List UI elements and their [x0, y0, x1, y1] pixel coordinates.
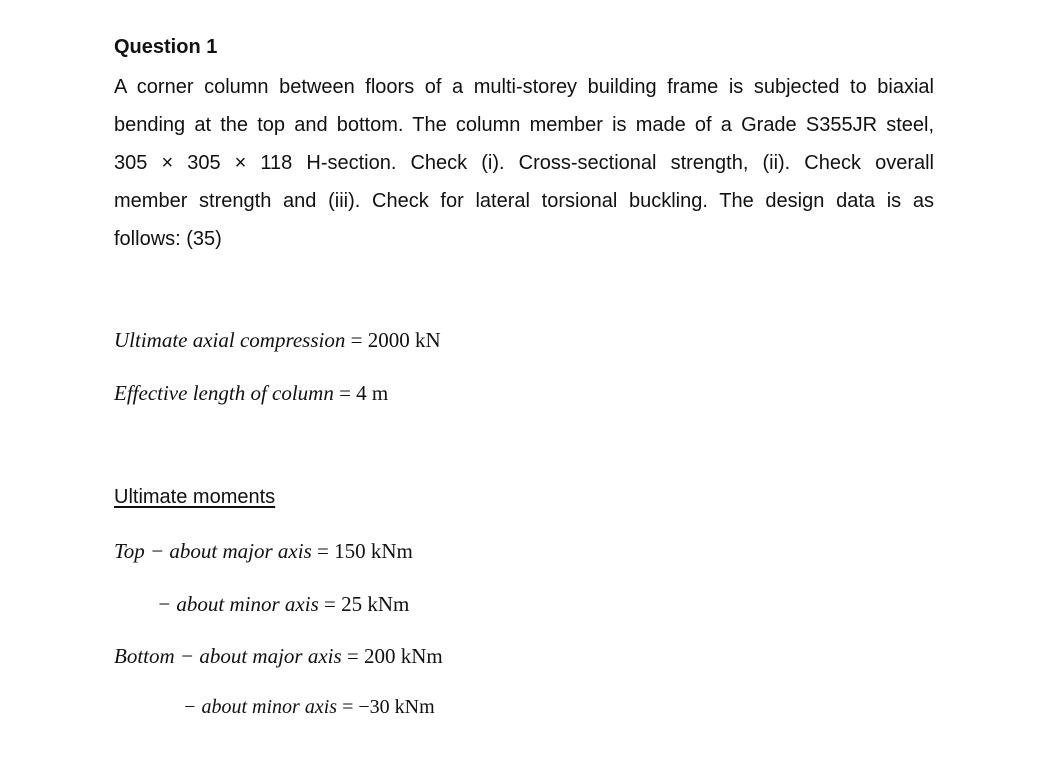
- body-line-2: bending at the top and bottom. The column member is made of a Grade S355JR steel,: [114, 114, 934, 136]
- effective-length-label: Effective length of column: [114, 381, 334, 405]
- top-minor-moment-equation: [157, 592, 409, 617]
- body-line-4: member strength and (iii). Check for lateral torsional buckling. The design data is as: [114, 190, 934, 212]
- body-line-5: follows: (35): [114, 228, 222, 250]
- bottom-minor-value: = −30 kNm: [342, 696, 435, 718]
- axial-compression-label: Ultimate axial compression: [114, 328, 346, 352]
- bottom-major-moment-equation: [114, 644, 443, 669]
- top-minor-label: − about minor axis: [157, 592, 319, 616]
- top-major-moment-equation: [114, 539, 413, 564]
- axial-compression-value: = 2000 kN: [350, 328, 441, 352]
- bottom-minor-label: − about minor axis: [183, 696, 338, 718]
- effective-length-value: = 4 m: [339, 381, 389, 405]
- bottom-major-value: = 200 kNm: [346, 644, 443, 668]
- body-line-3: 305 × 305 × 118 H-section. Check (i). Cross-sectional strength, (ii). Check overall: [114, 152, 934, 174]
- axial-compression-equation: [114, 328, 441, 353]
- question-body: [114, 68, 934, 258]
- top-major-value: = 150 kNm: [317, 539, 413, 563]
- question-title: Question 1: [114, 36, 218, 58]
- effective-length-equation: [114, 381, 388, 406]
- bottom-major-label: Bottom − about major axis: [114, 644, 342, 668]
- top-minor-value: = 25 kNm: [324, 592, 410, 616]
- bottom-minor-moment-equation: [183, 696, 435, 719]
- body-line-1: A corner column between floors of a multi-storey building frame is subjected to biaxial: [114, 76, 934, 98]
- ultimate-moments-heading: Ultimate moments: [114, 486, 276, 508]
- top-major-label: Top − about major axis: [114, 539, 312, 563]
